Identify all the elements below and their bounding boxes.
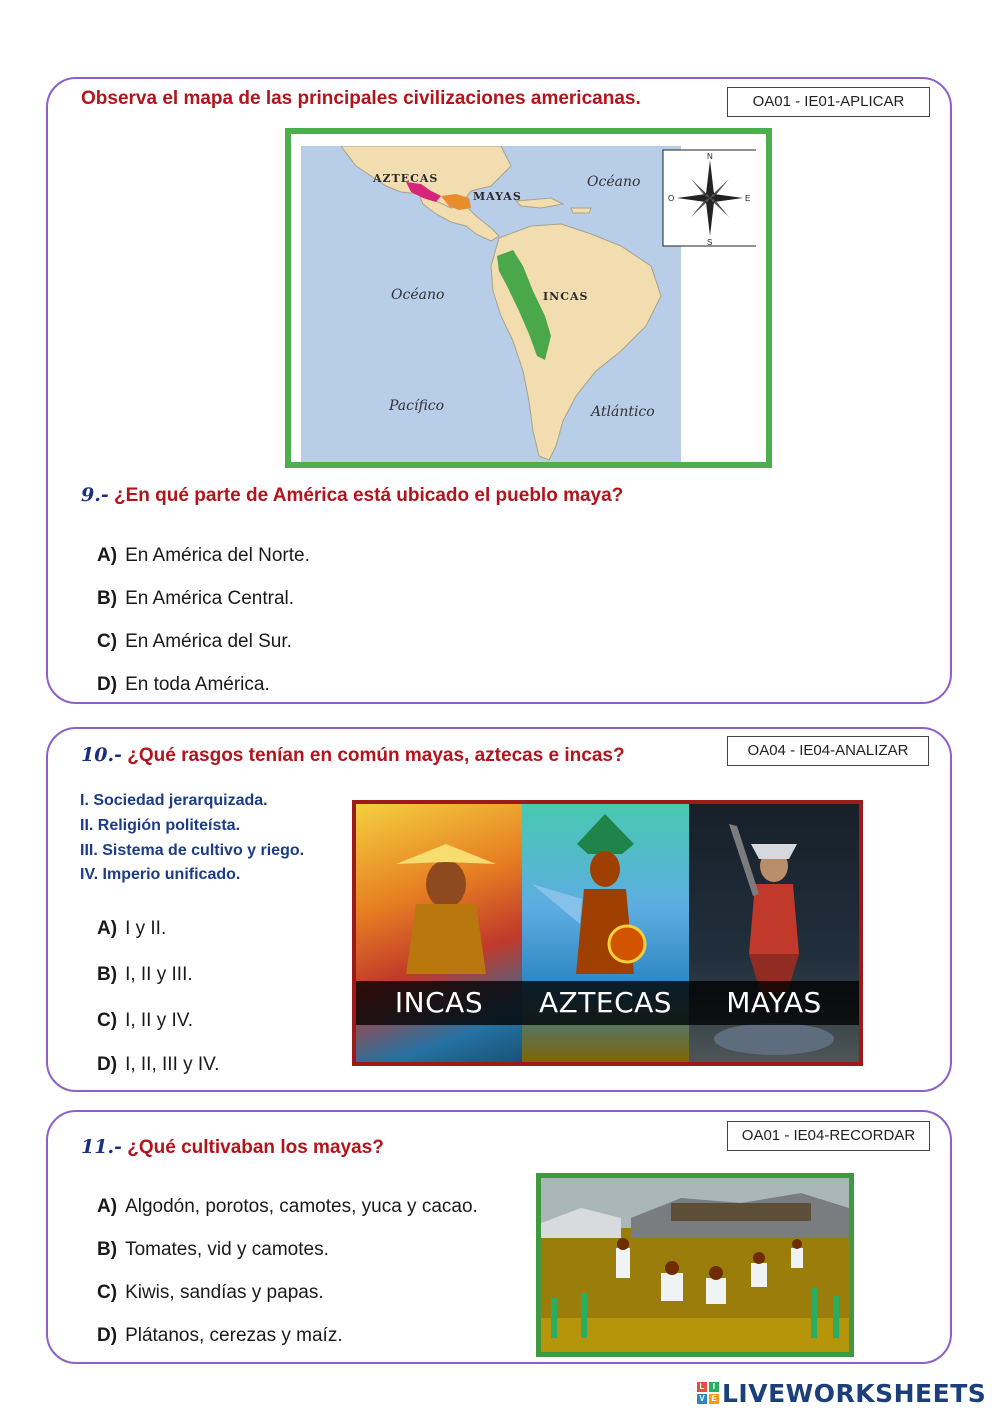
option-11c[interactable] <box>97 1282 324 1304</box>
option-text: Tomates, vid y camotes. <box>125 1239 329 1260</box>
map-graphic <box>301 146 756 462</box>
label-pacifico: Pacífico <box>389 398 445 414</box>
option-letter: C) <box>97 1282 118 1303</box>
option-10c[interactable] <box>97 1010 193 1032</box>
farming-scene <box>541 1178 849 1352</box>
option-10b[interactable] <box>97 964 193 986</box>
question-9-title <box>81 484 623 507</box>
objective-code-box: OA04 - IE04-ANALIZAR <box>727 736 929 766</box>
question-10-title <box>81 744 625 767</box>
liveworksheets-logo-text: LIVEWORKSHEETS <box>722 1378 987 1408</box>
compass-o: O <box>668 194 675 203</box>
option-text: En América del Sur. <box>125 631 292 652</box>
logo-letter: V <box>697 1394 707 1404</box>
logo-letter: I <box>709 1382 719 1392</box>
logo-letter: E <box>709 1394 719 1404</box>
liveworksheets-logo-icon <box>697 1382 719 1404</box>
option-11d[interactable] <box>97 1325 343 1347</box>
option-letter: A) <box>97 918 118 939</box>
option-letter: B) <box>97 588 118 609</box>
option-text: I, II y III. <box>125 964 193 985</box>
option-9a[interactable] <box>97 545 310 567</box>
compass-n: N <box>707 152 713 161</box>
statement-2: II. Religión politeísta. <box>80 817 241 834</box>
option-9d[interactable] <box>97 674 270 696</box>
option-letter: A) <box>97 1196 118 1217</box>
logo-letter: L <box>697 1382 707 1392</box>
caribbean-island <box>571 208 591 213</box>
statement-4: IV. Imperio unificado. <box>80 866 241 883</box>
label-incas: Incas <box>543 290 589 303</box>
option-10a[interactable] <box>97 918 166 940</box>
civilizations-image <box>352 800 863 1066</box>
question-10-number: 10.- <box>81 744 122 766</box>
option-text: En toda América. <box>125 674 270 695</box>
label-mayas: MAYAS <box>689 981 859 1025</box>
option-letter: C) <box>97 631 118 652</box>
label-aztecas: Aztecas <box>373 172 439 185</box>
compass-e: E <box>745 194 751 203</box>
question-11-title <box>81 1136 384 1159</box>
statement-3: III. Sistema de cultivo y riego. <box>80 842 305 859</box>
option-letter: A) <box>97 545 118 566</box>
option-10d[interactable] <box>97 1054 219 1076</box>
objective-code-box: OA01 - IE04-RECORDAR <box>727 1121 930 1151</box>
label-aztecas: AZTECAS <box>522 981 689 1025</box>
civilizations-map <box>285 128 772 468</box>
option-9b[interactable] <box>97 588 294 610</box>
label-mayas: Mayas <box>473 190 522 203</box>
option-text: En América del Norte. <box>125 545 310 566</box>
option-9c[interactable] <box>97 631 292 653</box>
option-letter: D) <box>97 1325 118 1346</box>
option-text: Algodón, porotos, camotes, yuca y cacao. <box>125 1196 478 1217</box>
option-text: I, II, III y IV. <box>125 1054 220 1075</box>
option-letter: C) <box>97 1010 118 1031</box>
question-9-number: 9.- <box>81 484 109 506</box>
option-text: I y II. <box>125 918 167 939</box>
maya-farming-image <box>536 1173 854 1357</box>
option-text: Plátanos, cerezas y maíz. <box>125 1325 343 1346</box>
option-text: I, II y IV. <box>125 1010 194 1031</box>
option-letter: B) <box>97 1239 118 1260</box>
statement-1: I. Sociedad jerarquizada. <box>80 792 268 809</box>
option-11a[interactable] <box>97 1196 478 1218</box>
option-text: Kiwis, sandías y papas. <box>125 1282 324 1303</box>
label-oceano-pacific: Océano <box>391 287 445 303</box>
option-11b[interactable] <box>97 1239 329 1261</box>
objective-code-box: OA01 - IE01-APLICAR <box>727 87 930 117</box>
compass-s: S <box>707 238 713 247</box>
question-10-text: ¿Qué rasgos tenían en común mayas, aztecas e incas? <box>127 745 625 766</box>
option-letter: D) <box>97 674 118 695</box>
option-letter: D) <box>97 1054 118 1075</box>
option-text: En América Central. <box>125 588 295 609</box>
label-atlantico: Atlántico <box>591 404 655 420</box>
label-oceano-atlantic: Océano <box>587 174 641 190</box>
map-instruction: Observa el mapa de las principales civilizaciones americanas. <box>81 88 641 109</box>
question-9-text: ¿En qué parte de América está ubicado el pueblo maya? <box>114 485 624 506</box>
label-incas: INCAS <box>356 981 522 1025</box>
option-letter: B) <box>97 964 118 985</box>
liveworksheets-logo <box>697 1379 986 1407</box>
question-11-text: ¿Qué cultivaban los mayas? <box>127 1137 384 1158</box>
question-11-number: 11.- <box>81 1136 122 1158</box>
